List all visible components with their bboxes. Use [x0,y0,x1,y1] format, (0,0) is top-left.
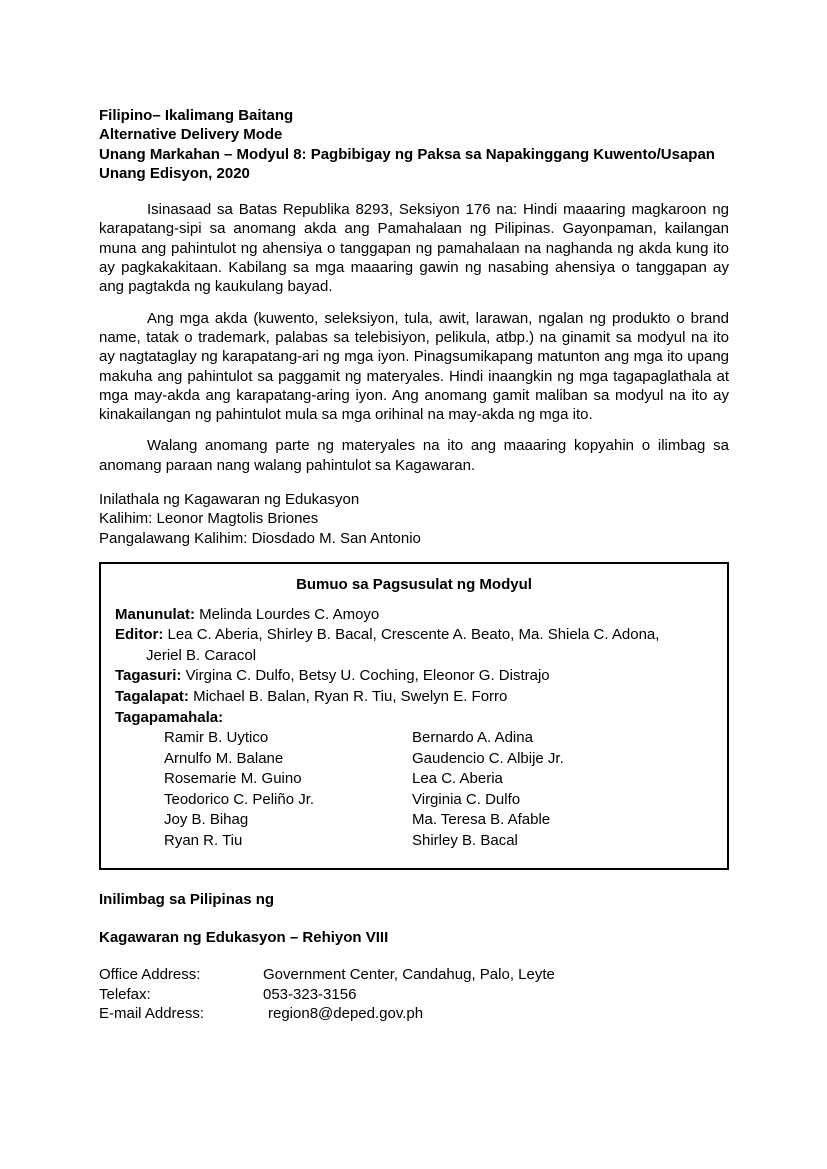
credits-box-title: Bumuo sa Pagsusulat ng Modyul [296,575,532,593]
reviewer-names: Virgina C. Dulfo, Betsy U. Coching, Eleonor G. Distrajo [185,667,550,685]
manager-name: Arnulfo M. Balane [164,749,284,767]
publisher-line: Inilathala ng Kagawaran ng Edukasyon [99,491,360,509]
writer-names: Melinda Lourdes C. Amoyo [199,605,380,623]
telefax-value: 053-323-3156 [263,985,357,1003]
manager-name: Ramir B. Uytico [164,729,269,747]
credit-row-writer [115,605,713,626]
credit-row-editor [115,625,713,646]
undersecretary-line: Pangalawang Kalihim: Diosdado M. San Antonio [99,529,421,547]
credits-box [99,562,729,870]
manager-name: Virginia C. Dulfo [412,790,521,808]
contact-row-email [99,1004,729,1023]
secretary-line: Kalihim: Leonor Magtolis Briones [99,510,319,528]
manager-name: Ma. Teresa B. Afable [412,811,551,829]
editor-names: Lea C. Aberia, Shirley B. Bacal, Crescente A. Beato, Ma. Shiela C. Adona, [167,626,660,644]
telefax-label: Telefax: [99,985,151,1003]
office-address-label: Office Address: [99,966,201,984]
email-value: region8@deped.gov.ph [268,1004,424,1022]
editor-names-continued: Jeriel B. Caracol [146,646,257,664]
module-mode-line: Alternative Delivery Mode [99,126,283,144]
publisher-block [99,490,729,548]
copyright-paragraph-1: Isinasaad sa Batas Republika 8293, Seksiyon 176 na: Hindi maaaring magkaroon ng karapatang-sipi sa anomang akda ang Pamahalaan ng Pilipinas. Gayonpaman, kailangan muna ang pahintulot ng ahensiya o tanggapan ng pamahalaan na naghanda ng akda kung ito ay pagkakakitaan. Kabilang sa mga maaaring gawin ng nasabing ahensiya o tanggapan ay ang pagtakda ng kaukulang bayad. [99,201,729,296]
manager-name: Shirley B. Bacal [412,832,518,850]
editor-label: Editor: [115,626,164,644]
manager-name: Gaudencio C. Albije Jr. [412,749,564,767]
module-subject-line: Filipino– Ikalimang Baitang [99,107,294,124]
management-label: Tagapamahala: [115,708,224,726]
layout-names: Michael B. Balan, Ryan R. Tiu, Swelyn E. Forro [193,687,508,705]
contact-row-telefax [99,985,729,1004]
copyright-paragraph-3: Walang anomang parte ng materyales na ito ang maaaring kopyahin o ilimbag sa anomang paraan nang walang pahintulot sa Kagawaran. [99,437,729,474]
contact-block [99,965,729,1023]
module-header [99,106,729,183]
credit-row-management [115,708,713,729]
copyright-paragraph-2: Ang mga akda (kuwento, seleksiyon, tula, awit, larawan, ngalan ng produkto o brand name, tatak o trademark, palabas sa telebisiyon, pelikula, atbp.) na ginamit sa modyul na ito ay nagtataglay ng karapatang-ari ng mga iyon. Pinagsumikapang matunton ang mga ito upang makuha ang pahintulot sa paggamit ng materyales. Hindi inaangkin ng mga tagapaglathala at mga may-akda ang karapatang-aring iyon. Ang anomang gamit maliban sa modyul na ito ay kinakailangan ng pahintulot mula sa mga orihinal na may-akda ng mga ito. [99,309,729,424]
contact-row-office [99,965,729,984]
management-names-grid [164,728,713,852]
reviewer-label: Tagasuri: [115,667,182,685]
manager-name: Teodorico C. Peliño Jr. [164,790,315,808]
writer-label: Manunulat: [115,605,195,623]
printed-in-line: Inilimbag sa Pilipinas ng [99,890,275,908]
credit-row-layout [115,687,713,708]
layout-label: Tagalapat: [115,687,189,705]
printer-name-line: Kagawaran ng Edukasyon – Rehiyon VIII [99,928,389,946]
manager-name: Lea C. Aberia [412,770,503,788]
manager-name: Ryan R. Tiu [164,832,243,850]
manager-name: Rosemarie M. Guino [164,770,302,788]
module-edition-line: Unang Edisyon, 2020 [99,164,250,182]
manager-name: Joy B. Bihag [164,811,249,829]
module-title-line: Unang Markahan – Modyul 8: Pagbibigay ng Paksa sa Napakinggang Kuwento/Usapan [99,145,715,163]
manager-name: Bernardo A. Adina [412,729,533,747]
credit-row-reviewer [115,666,713,687]
office-address-value: Government Center, Candahug, Palo, Leyte [263,966,555,984]
email-label: E-mail Address: [99,1004,205,1022]
